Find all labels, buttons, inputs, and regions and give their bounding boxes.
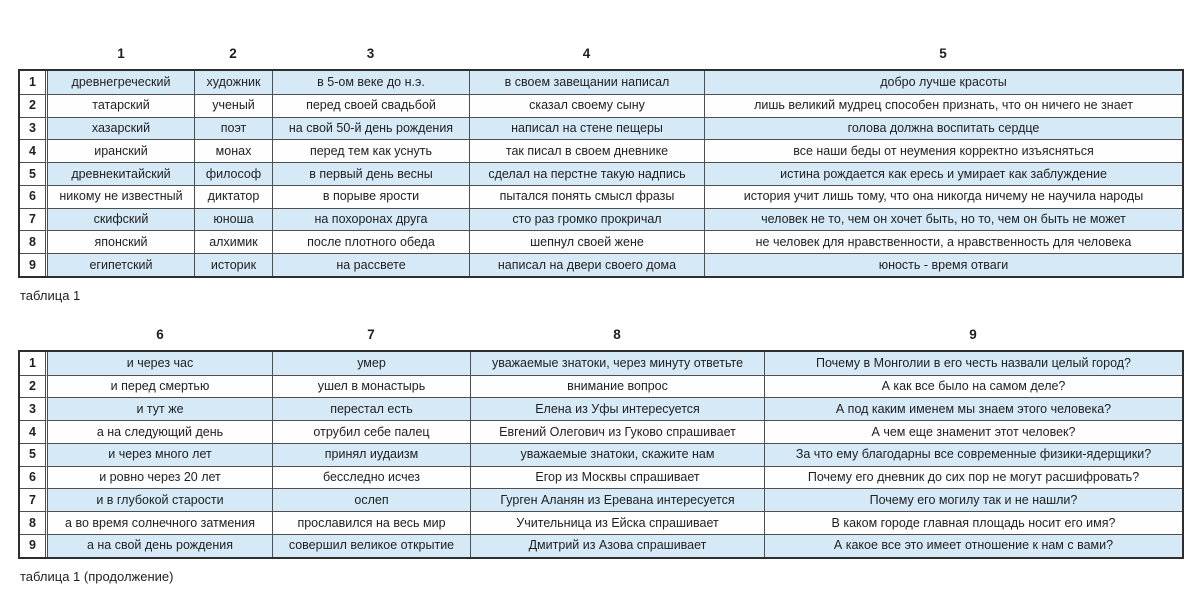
table-cell: все наши беды от неумения корректно изъясняться [704, 139, 1182, 162]
table-cell: художник [194, 71, 272, 94]
table-cell: А как все было на самом деле? [764, 375, 1182, 398]
column-header: 2 [229, 46, 237, 61]
row-number-cell: 6 [20, 466, 48, 489]
table-cell: лишь великий мудрец способен признать, что он ничего не знает [704, 94, 1182, 117]
column-header: 7 [367, 326, 375, 342]
table-cell: сто раз громко прокричал [469, 208, 704, 231]
table-cell: уважаемые знатоки, скажите нам [470, 443, 764, 466]
column-header: 3 [366, 46, 375, 61]
table-grid [18, 69, 1184, 278]
row-number-cell: 2 [20, 94, 48, 117]
table-cell: в порыве ярости [272, 185, 469, 208]
table-cell: бесследно исчез [272, 466, 470, 489]
table-cell: так писал в своем дневнике [469, 139, 704, 162]
table-cell: а во время солнечного затмения [48, 511, 272, 534]
table-cell: голова должна воспитать сердце [704, 117, 1182, 140]
table-cell: отрубил себе палец [272, 420, 470, 443]
table-cell: никому не известный [48, 185, 194, 208]
table-cell: алхимик [194, 230, 272, 253]
table-cell: хазарский [48, 117, 194, 140]
table-cell: совершил великое открытие [272, 534, 470, 557]
table-cell: на свой 50-й день рождения [272, 117, 469, 140]
table-cell: Дмитрий из Азова спрашивает [470, 534, 764, 557]
table-cell: внимание вопрос [470, 375, 764, 398]
table-cell: скифский [48, 208, 194, 231]
table-cell: Гурген Аланян из Еревана интересуется [470, 488, 764, 511]
table-cell: принял иудаизм [272, 443, 470, 466]
table-cell: татарский [48, 94, 194, 117]
table-cell: Елена из Уфы интересуется [470, 397, 764, 420]
table-cell: В каком городе главная площадь носит его имя? [764, 511, 1182, 534]
table-cell: ослеп [272, 488, 470, 511]
table-cell: сказал своему сыну [469, 94, 704, 117]
table-cell: иранский [48, 139, 194, 162]
row-number-cell: 1 [20, 71, 48, 94]
table-cell: Евгений Олегович из Гуково спрашивает [470, 420, 764, 443]
table-cell: и в глубокой старости [48, 488, 272, 511]
row-number-cell: 4 [20, 139, 48, 162]
column-header-corner [20, 46, 48, 62]
table-cell: а на свой день рождения [48, 534, 272, 557]
table-cell: историк [194, 253, 272, 276]
table-cell: в 5-ом веке до н.э. [272, 71, 469, 94]
table-cell: и тут же [48, 397, 272, 420]
table-cell: прославился на весь мир [272, 511, 470, 534]
table-caption: таблица 1 (продолжение) [20, 568, 174, 584]
table-cell: истина рождается как ересь и умирает как заблуждение [704, 162, 1182, 185]
table-cell: поэт [194, 117, 272, 140]
row-number-cell: 6 [20, 185, 48, 208]
row-number-cell: 5 [20, 443, 48, 466]
row-number-cell: 8 [20, 511, 48, 534]
row-number-cell: 4 [20, 420, 48, 443]
table-cell: не человек для нравственности, а нравственность для человека [704, 230, 1182, 253]
table-cell: пытался понять смысл фразы [469, 185, 704, 208]
table-1 [18, 46, 1184, 303]
table-cell: Почему его могилу так и не нашли? [764, 488, 1182, 511]
table-cell: на рассвете [272, 253, 469, 276]
table-cell: древнекитайский [48, 162, 194, 185]
table-cell: написал на двери своего дома [469, 253, 704, 276]
table-cell: За что ему благодарны все современные физики-ядерщики? [764, 443, 1182, 466]
table-cell: японский [48, 230, 194, 253]
row-number-cell: 8 [20, 230, 48, 253]
table-cell: юность - время отваги [704, 253, 1182, 276]
table-cell: Почему его дневник до сих пор не могут расшифровать? [764, 466, 1182, 489]
table-cell: перед своей свадьбой [272, 94, 469, 117]
table-cell: философ [194, 162, 272, 185]
table-cell: Почему в Монголии в его честь назвали целый город? [764, 352, 1182, 375]
row-number-cell: 3 [20, 397, 48, 420]
table-caption: таблица 1 [20, 287, 81, 303]
table-cell: добро лучше красоты [704, 71, 1182, 94]
table-cell: на похоронах друга [272, 208, 469, 231]
table-cell: А какое все это имеет отношение к нам с вами? [764, 534, 1182, 557]
table-cell: египетский [48, 253, 194, 276]
column-header-corner [20, 327, 48, 343]
table-cell: Егор из Москвы спрашивает [470, 466, 764, 489]
table-cell: умер [272, 352, 470, 375]
column-header: 4 [582, 46, 591, 61]
column-header: 9 [969, 326, 977, 342]
table-cell: перестал есть [272, 397, 470, 420]
table-cell: А под каким именем мы знаем этого человека? [764, 397, 1182, 420]
table-cell: диктатор [194, 185, 272, 208]
column-header: 1 [117, 46, 125, 61]
table-cell: и ровно через 20 лет [48, 466, 272, 489]
table-cell: сделал на перстне такую надпись [469, 162, 704, 185]
column-header-row [20, 46, 1184, 62]
table-cell: и перед смертью [48, 375, 272, 398]
table-cell: шепнул своей жене [469, 230, 704, 253]
table-cell: история учит лишь тому, что она никогда ничему не научила народы [704, 185, 1182, 208]
table-cell: уважаемые знатоки, через минуту ответьте [470, 352, 764, 375]
table-cell: Учительница из Ейска спрашивает [470, 511, 764, 534]
table-cell: монах [194, 139, 272, 162]
table-cell: после плотного обеда [272, 230, 469, 253]
column-header: 8 [613, 326, 621, 342]
table-cell: юноша [194, 208, 272, 231]
column-header-row [20, 327, 1184, 343]
row-number-cell: 2 [20, 375, 48, 398]
table-cell: и через час [48, 352, 272, 375]
table-cell: древнегреческий [48, 71, 194, 94]
table-cell: написал на стене пещеры [469, 117, 704, 140]
column-header: 6 [156, 326, 164, 342]
row-number-cell: 9 [20, 253, 48, 276]
table-cell: А чем еще знаменит этот человек? [764, 420, 1182, 443]
row-number-cell: 7 [20, 208, 48, 231]
table-cell: в своем завещании написал [469, 71, 704, 94]
column-header: 5 [939, 46, 947, 61]
row-number-cell: 1 [20, 352, 48, 375]
table-1-continued [18, 327, 1184, 584]
row-number-cell: 7 [20, 488, 48, 511]
row-number-cell: 3 [20, 117, 48, 140]
table-cell: и через много лет [48, 443, 272, 466]
table-grid [18, 350, 1184, 559]
table-cell: ученый [194, 94, 272, 117]
row-number-cell: 9 [20, 534, 48, 557]
table-cell: человек не то, чем он хочет быть, но то, чем он быть не может [704, 208, 1182, 231]
table-cell: ушел в монастырь [272, 375, 470, 398]
table-cell: в первый день весны [272, 162, 469, 185]
table-cell: перед тем как уснуть [272, 139, 469, 162]
table-cell: а на следующий день [48, 420, 272, 443]
row-number-cell: 5 [20, 162, 48, 185]
